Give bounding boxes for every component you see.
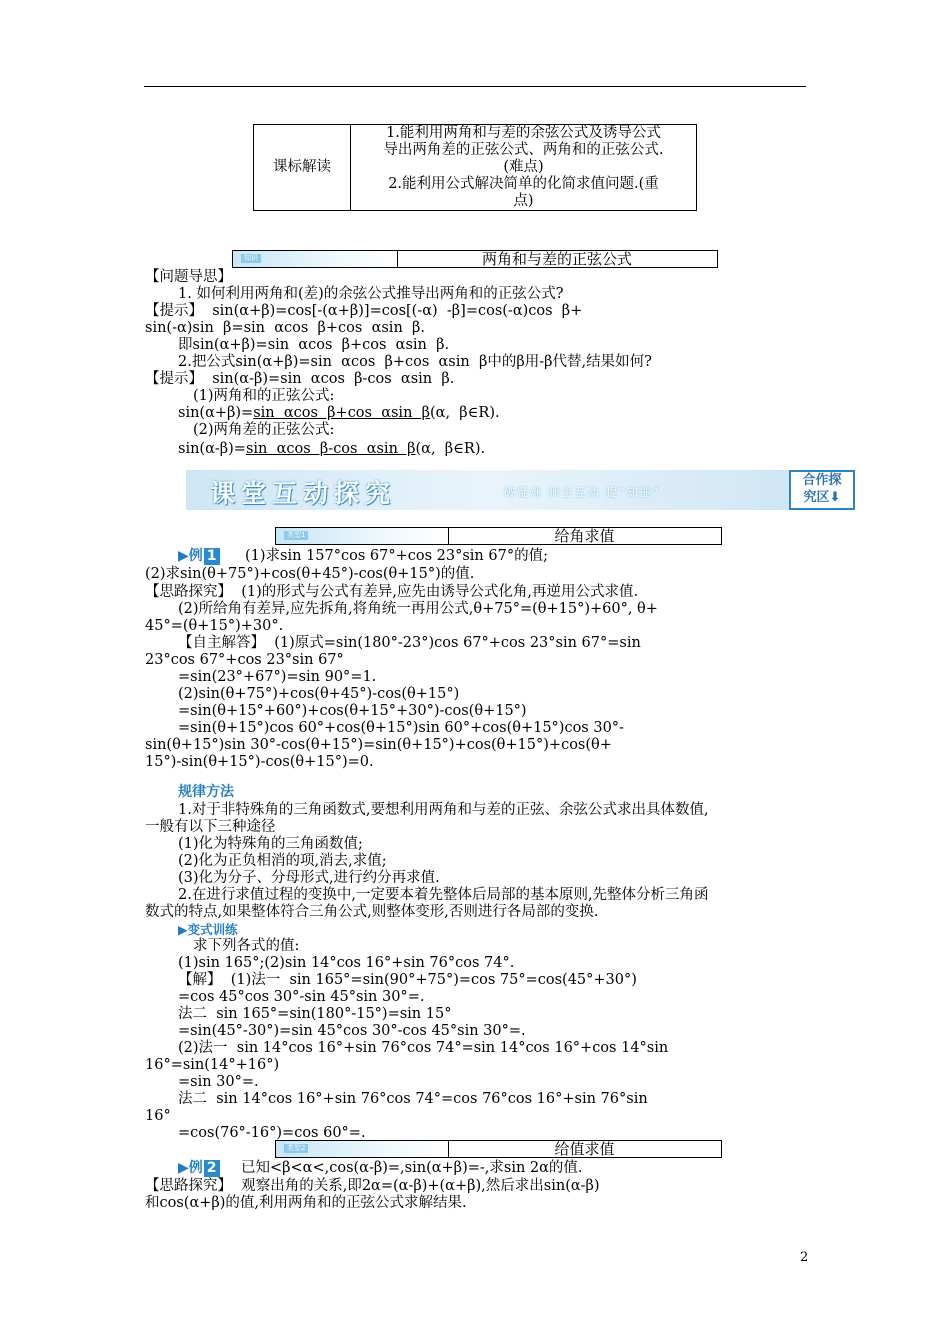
text-line: =sin(45°-30°)=sin 45°cos 30°-cos 45°sin 30°=.	[178, 1023, 526, 1039]
text-line: 23°cos 67°+cos 23°sin 67°	[145, 652, 344, 668]
text-line: (3)化为分子、分母形式,进行约分再求值.	[178, 870, 440, 886]
formula-blank: sin αcos β-cos αsin β	[245, 441, 416, 457]
section-tag: 类型2	[284, 1144, 308, 1153]
example-badge: ▶例 2	[178, 1160, 220, 1177]
text-line: =cos 45°cos 30°-sin 45°sin 30°=.	[178, 989, 425, 1005]
banner-tag: 合作探 究区⬇	[789, 470, 855, 510]
text-line: 【提示】 sin(α+β)=cos[-(α+β)]=cos[(-α) -β]=cos(-α)cos β+	[145, 303, 583, 319]
goal-line: 点)	[513, 193, 534, 209]
classroom-banner	[186, 470, 855, 510]
text-line: 【思路探究】 观察出角的关系,即2α=(α-β)+(α+β),然后求出sin(α-β)	[145, 1178, 600, 1194]
text-line: 45°=(θ+15°)+30°.	[145, 618, 284, 634]
text-line: 2.在进行求值过程的变换中,一定要本着先整体后局部的基本原则,先整体分析三角函	[178, 887, 709, 903]
text-line: sin(-α)sin β=sin αcos β+cos αsin β.	[145, 320, 425, 336]
text-line: (2)所给角有差异,应先拆角,将角统一再用公式,θ+75°=(θ+15°)+60°, θ+	[178, 601, 658, 617]
section-title: 给角求值	[554, 527, 615, 545]
text-line: 1.对于非特殊角的三角函数式,要想利用两角和与差的正弦、余弦公式求出具体数值,	[178, 802, 709, 818]
text-line: 即sin(α+β)=sin αcos β+cos αsin β.	[178, 337, 450, 353]
section-tag: 知识	[241, 254, 261, 263]
section-bar-type1	[275, 527, 722, 545]
text-line: 16°=sin(14°+16°)	[145, 1057, 280, 1073]
text-line: =sin 30°=.	[178, 1074, 259, 1090]
text-line: 【问题导思】	[145, 269, 232, 285]
text-line: =sin(23°+67°)=sin 90°=1.	[178, 669, 377, 685]
text-line: 数式的特点,如果整体符合三角公式,则整体变形,否则进行各局部的变换.	[145, 904, 599, 920]
rules-badge: 规律方法	[178, 784, 234, 800]
banner-title: 课堂互动探究	[210, 479, 397, 508]
text-line: (2)法一 sin 14°cos 16°+sin 76°cos 74°=sin 14°cos 16°+cos 14°sin	[178, 1040, 669, 1056]
header-rule	[144, 86, 806, 87]
curriculum-goals	[351, 125, 697, 211]
text-line: (1)化为特殊角的三角函数值;	[178, 836, 363, 852]
text-line: 1. 如何利用两角和(差)的余弦公式推导出两角和的正弦公式?	[178, 286, 564, 302]
goal-line: 导出两角差的正弦公式、两角和的正弦公式.	[383, 142, 664, 158]
text-line: 法二 sin 165°=sin(180°-15°)=sin 15°	[178, 1006, 452, 1022]
text-line: (2)两角差的正弦公式:	[193, 422, 335, 438]
text-line: (1)求sin 157°cos 67°+cos 23°sin 67°的值;	[245, 548, 548, 564]
formula-line: sin(α-β)=sin αcos β-cos αsin β(α, β∈R).	[178, 441, 486, 457]
text-line: 求下列各式的值:	[193, 938, 300, 954]
curriculum-table	[253, 124, 697, 211]
text-line: (2)sin(θ+75°)+cos(θ+45°)-cos(θ+15°)	[178, 686, 460, 702]
text-line: =cos(76°-16°)=cos 60°=.	[178, 1125, 366, 1141]
section-title: 两角和与差的正弦公式	[481, 250, 632, 268]
text-line: 已知<β<α<,cos(α-β)=,sin(α+β)=-,求sin 2α的值.	[241, 1160, 583, 1176]
text-line: (2)求sin(θ+75°)+cos(θ+45°)-cos(θ+15°)的值.	[145, 566, 475, 582]
section-bar-type2	[275, 1140, 722, 1158]
banner-subtitle: 破疑难 师生互动 提“知能”	[504, 486, 661, 499]
text-line: (1)sin 165°;(2)sin 14°cos 16°+sin 76°cos 74°.	[178, 955, 515, 971]
formula-blank: sin αcos β+cos αsin β	[253, 405, 431, 421]
section-title: 给值求值	[554, 1140, 615, 1158]
text-line: 【自主解答】 (1)原式=sin(180°-23°)cos 67°+cos 23°sin 67°=sin	[178, 635, 641, 651]
page-number: 2	[800, 1250, 809, 1265]
text-line: 一般有以下三种途径	[145, 819, 276, 835]
text-line: 2.把公式sin(α+β)=sin αcos β+cos αsin β中的β用-β代替,结果如何?	[178, 354, 652, 370]
text-line: 【提示】 sin(α-β)=sin αcos β-cos αsin β.	[145, 371, 455, 387]
section-tag: 类型1	[284, 531, 308, 540]
goal-line: 2.能利用公式解决简单的化简求值问题.(重	[388, 176, 659, 192]
text-line: =sin(θ+15°)cos 60°+cos(θ+15°)sin 60°+cos(θ+15°)cos 30°-	[178, 720, 624, 736]
goal-line: (难点)	[503, 159, 544, 175]
text-line: 【思路探究】 (1)的形式与公式有差异,应先由诱导公式化角,再逆用公式求值.	[145, 584, 639, 600]
text-line: sin(θ+15°)sin 30°-cos(θ+15°)=sin(θ+15°)+cos(θ+15°)+cos(θ+	[145, 737, 612, 753]
text-line: =sin(θ+15°+60°)+cos(θ+15°+30°)-cos(θ+15°)	[178, 703, 527, 719]
formula-line: sin(α+β)=sin αcos β+cos αsin β(α, β∈R).	[178, 405, 500, 421]
text-line: (2)化为正负相消的项,消去,求值;	[178, 853, 387, 869]
text-line: 和cos(α+β)的值,利用两角和的正弦公式求解结果.	[145, 1195, 467, 1211]
text-line: 法二 sin 14°cos 16°+sin 76°cos 74°=cos 76°cos 16°+sin 76°sin	[178, 1091, 648, 1107]
example-badge: ▶例 1	[178, 548, 220, 565]
curriculum-label: 课标解读	[254, 125, 351, 211]
text-line: 15°)-sin(θ+15°)-cos(θ+15°)=0.	[145, 754, 374, 770]
section-bar-knowledge	[232, 250, 718, 268]
text-line: 16°	[145, 1108, 171, 1124]
goal-line: 1.能利用两角和与差的余弦公式及诱导公式	[386, 125, 661, 141]
text-line: 【解】 (1)法一 sin 165°=sin(90°+75°)=cos 75°=cos(45°+30°)	[178, 972, 637, 988]
practice-badge: ▶变式训练	[178, 922, 238, 937]
text-line: (1)两角和的正弦公式:	[193, 388, 335, 404]
